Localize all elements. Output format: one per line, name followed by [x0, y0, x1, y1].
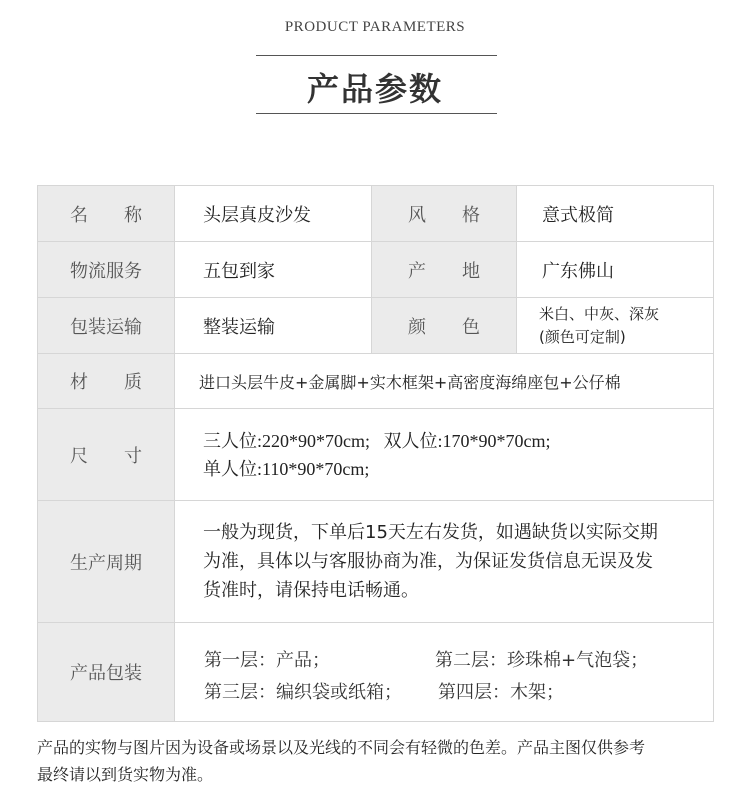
cycle-line-1: 一般为现货，下单后15天左右发货，如遇缺货以实际交期 [203, 522, 658, 543]
label-color: 颜 色 [371, 298, 516, 353]
divider-bottom [256, 113, 497, 114]
packaging-layers [175, 623, 713, 721]
size-line-1: 三人位:220*90*70cm; 双人位:170*90*70cm; [203, 430, 551, 451]
page-title: 产品参数 [306, 70, 443, 108]
value-material: 进口头层牛皮+金属脚+实木框架+高密度海绵座包+公仔棉 [174, 354, 713, 408]
layer-4: 第四层：木架； [438, 682, 564, 703]
note-line-2: 最终请以到货实物为准。 [37, 765, 214, 784]
table-row [38, 186, 713, 242]
cycle-line-2: 为准，具体以与客服协商为准，为保证发货信息无误及发 [203, 551, 653, 572]
cycle-line-3: 货准时，请保持电话畅通。 [203, 580, 419, 601]
color-options: 米白、中灰、深灰 [539, 304, 660, 323]
color-custom-note: (颜色可定制) [539, 327, 626, 346]
value-color [516, 298, 713, 353]
label-size: 尺 寸 [38, 409, 174, 500]
value-name: 头层真皮沙发 [174, 186, 371, 241]
label-name: 名 称 [38, 186, 174, 241]
label-packaging-transport: 包装运输 [38, 298, 174, 353]
layer-3: 第三层：编织袋或纸箱； [204, 682, 402, 703]
label-material: 材 质 [38, 354, 174, 408]
table-row [38, 298, 713, 354]
value-product-packaging [174, 623, 713, 721]
label-product-packaging: 产品包装 [38, 623, 174, 721]
label-production-cycle: 生产周期 [38, 501, 174, 622]
parameters-table [37, 185, 714, 722]
note-line-1: 产品的实物与图片因为设备或场景以及光线的不同会有轻微的色差。产品主图仅供参考 [37, 738, 646, 757]
label-style: 风 格 [371, 186, 516, 241]
table-row [38, 354, 713, 409]
layer-1: 第一层：产品； [204, 650, 330, 671]
table-row [38, 623, 713, 721]
section-header [0, 0, 750, 130]
table-row [38, 501, 713, 623]
layer-2: 第二层：珍珠棉+气泡袋； [435, 650, 649, 671]
table-row [38, 242, 713, 298]
divider-top [256, 55, 497, 56]
value-style: 意式极简 [516, 186, 713, 241]
color-disclaimer [37, 734, 742, 788]
label-logistics: 物流服务 [38, 242, 174, 297]
value-production-cycle [174, 501, 713, 622]
title-english: PRODUCT PARAMETERS [284, 19, 466, 35]
value-origin: 广东佛山 [516, 242, 713, 297]
table-row [38, 409, 713, 501]
label-origin: 产 地 [371, 242, 516, 297]
value-size [174, 409, 713, 500]
size-line-2: 单人位:110*90*70cm; [203, 458, 370, 479]
value-logistics: 五包到家 [174, 242, 371, 297]
value-packaging-transport: 整装运输 [174, 298, 371, 353]
